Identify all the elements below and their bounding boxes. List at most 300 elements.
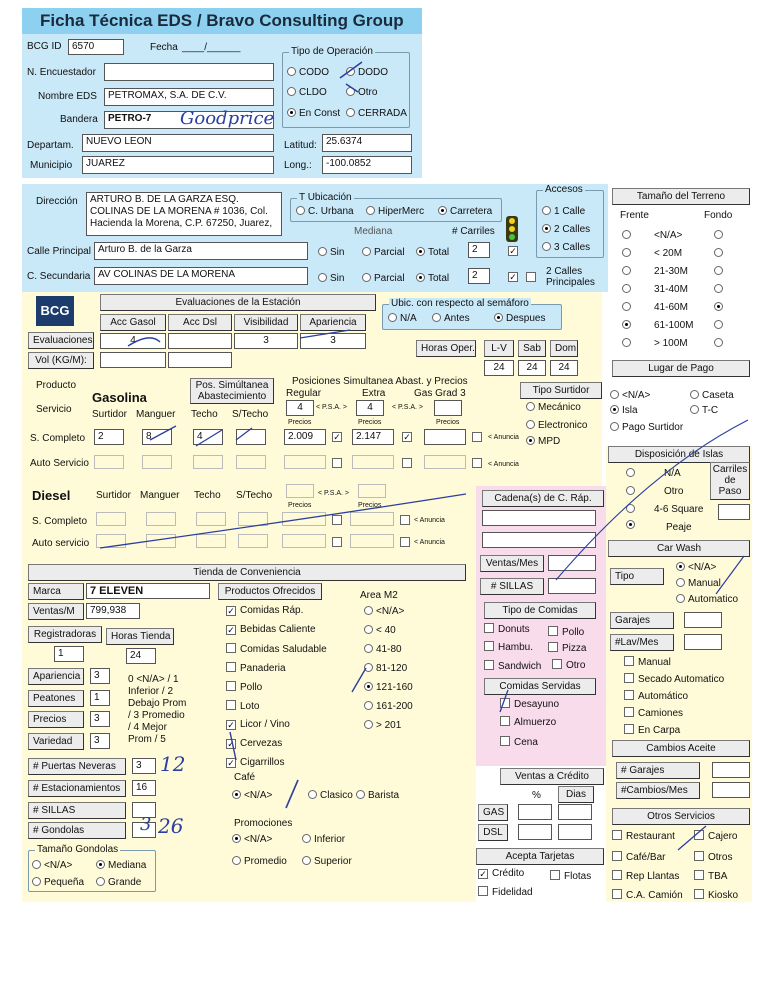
col-acc-dsl: Acc Dsl — [168, 314, 232, 331]
op-codo[interactable]: CODO — [287, 67, 329, 78]
g-extra-check[interactable]: ✓ — [403, 432, 411, 442]
horas-lv[interactable]: 24 — [484, 360, 514, 376]
otros-ca-camion[interactable]: C.A. Camión — [612, 889, 683, 901]
fecha-field[interactable]: ____/______ — [182, 42, 241, 53]
latitud-field[interactable]: 25.6374 — [322, 134, 412, 152]
precios-label: Precios — [28, 711, 84, 728]
area-title: Area M2 — [360, 590, 398, 601]
radio-selected-icon — [494, 313, 503, 322]
comida-pizza[interactable]: Pizza — [548, 642, 586, 654]
fondo-option[interactable] — [714, 284, 726, 295]
otros-kiosko[interactable]: Kiosko — [694, 889, 738, 901]
comida-otro[interactable]: Otro — [552, 659, 585, 671]
radio-icon — [287, 67, 296, 76]
tamano-gondolas-title: Tamaño Gondolas — [37, 844, 119, 855]
islas-otro[interactable] — [626, 486, 638, 497]
surtidor-electronico[interactable]: Electronico — [526, 420, 587, 431]
g-auto-manguer[interactable] — [142, 455, 172, 469]
promo-inferior[interactable]: Inferior — [302, 834, 345, 845]
area-option[interactable] — [364, 625, 396, 636]
tarjeta-flotas[interactable]: Flotas — [550, 870, 591, 882]
ubic-carretera[interactable]: Carretera — [438, 206, 492, 217]
accesos-2[interactable]: 2 Calles — [542, 224, 590, 235]
otros-otros[interactable]: Otros — [694, 851, 732, 863]
aceite-title: Cambios Aceite — [612, 740, 750, 757]
checkbox-icon — [694, 830, 704, 840]
area-option-label: 41-80 — [376, 644, 402, 655]
islas-square[interactable] — [626, 504, 638, 515]
municipio-field[interactable]: JUAREZ — [82, 156, 274, 174]
eval-apariencia[interactable]: 3 — [300, 333, 366, 349]
aceite-garajes-label: # Garajes — [616, 762, 700, 779]
g-auto-stecho[interactable] — [236, 455, 266, 469]
credito-pct-label: % — [532, 790, 541, 801]
islas-na[interactable] — [626, 468, 638, 479]
surtidor-mpd[interactable]: MPD — [526, 436, 560, 447]
vol-field-2[interactable] — [168, 352, 232, 368]
d-check-1[interactable] — [332, 515, 342, 525]
semaforo-antes[interactable]: Antes — [432, 313, 470, 324]
radio-icon — [622, 320, 631, 329]
mediana1-total[interactable]: Total — [416, 247, 449, 258]
g-auto-extra[interactable] — [352, 455, 394, 469]
g-psa-extra[interactable]: 4 — [356, 400, 384, 416]
carriles1-check[interactable]: ✓ — [509, 246, 517, 256]
radio-icon — [622, 302, 631, 311]
neveras-handwritten: 12 — [160, 752, 186, 776]
cw-check-manual[interactable]: Manual — [624, 656, 671, 668]
g-col-regular: Regular — [286, 388, 322, 399]
mediana-label: Mediana — [354, 226, 393, 237]
otros-cafe-bar[interactable]: Café/Bar — [612, 851, 665, 863]
departam-label: Departam. — [27, 140, 74, 151]
radio-icon — [626, 504, 635, 513]
radio-icon — [364, 701, 373, 710]
checkbox-icon — [548, 642, 558, 652]
cadena-field-1[interactable] — [482, 510, 596, 526]
d-auto-check-2[interactable] — [400, 537, 410, 547]
ubic-urbana[interactable]: C. Urbana — [296, 206, 354, 217]
sillas-handwritten: 26 — [158, 814, 184, 838]
comida-pollo[interactable]: Pollo — [548, 626, 584, 638]
otros-rep-llantas[interactable]: Rep Llantas — [612, 870, 679, 882]
area-option[interactable] — [364, 644, 402, 655]
frente-option[interactable] — [622, 302, 634, 313]
radio-icon — [622, 338, 631, 347]
otros-tba[interactable]: TBA — [694, 870, 727, 882]
d-col-surtidor: Surtidor — [96, 490, 132, 501]
op-cldo[interactable]: CLDO — [287, 87, 327, 98]
producto-item[interactable] — [226, 662, 286, 674]
pago-isla[interactable]: Isla — [610, 405, 638, 416]
radio-icon — [526, 420, 535, 429]
area-option[interactable] — [364, 663, 407, 674]
ventas-m-field[interactable]: 799,938 — [86, 603, 140, 619]
promo-promedio[interactable]: Promedio — [232, 856, 287, 867]
credito-gas-pct[interactable] — [518, 804, 552, 820]
carriles-paso-field[interactable] — [718, 504, 750, 520]
producto-item[interactable] — [226, 605, 303, 616]
carriles1-field[interactable]: 2 — [468, 242, 490, 258]
radio-selected-icon — [232, 834, 241, 843]
producto-label: Producto — [36, 380, 77, 391]
mediana1-parcial[interactable]: Parcial — [362, 247, 405, 258]
bcg-id-field[interactable]: 6570 — [68, 39, 124, 55]
terreno-option-label: 61-100M — [654, 320, 694, 331]
carriles2-field[interactable]: 2 — [468, 268, 490, 284]
comida-sandwich[interactable]: Sandwich — [484, 660, 541, 672]
apariencia-field[interactable]: 3 — [90, 668, 110, 684]
cw-check-camiones[interactable]: Camiones — [624, 707, 683, 719]
ubic-hipermerc[interactable]: HiperMerc — [366, 206, 424, 217]
eval-visibilidad[interactable]: 3 — [234, 333, 298, 349]
otros-cajero[interactable]: Cajero — [694, 830, 737, 842]
radio-icon — [32, 877, 41, 886]
d-precio-2[interactable] — [350, 512, 394, 526]
comida-donuts[interactable]: Donuts — [484, 623, 530, 635]
carwash-lav-field[interactable] — [684, 634, 722, 650]
radio-icon — [362, 247, 371, 256]
fondo-option[interactable] — [714, 230, 726, 241]
neveras-field[interactable]: 3 — [132, 758, 156, 774]
accesos-3[interactable]: 3 Calles — [542, 242, 590, 253]
credito-dsl-label: DSL — [478, 824, 508, 841]
cadena-ventas-label: Ventas/Mes — [480, 555, 544, 572]
frente-option[interactable] — [622, 284, 634, 295]
d-auto-techo[interactable] — [196, 534, 226, 548]
pago-tc[interactable]: T-C — [690, 405, 718, 416]
departam-field[interactable]: NUEVO LEON — [82, 134, 274, 152]
cw-check-carpa[interactable]: En Carpa — [624, 724, 680, 736]
d-auto-manguer[interactable] — [146, 534, 176, 548]
longitud-field[interactable]: -100.0852 — [322, 156, 412, 174]
g-techo[interactable]: 4 — [193, 429, 223, 445]
d-precio-1[interactable] — [282, 512, 326, 526]
area-option[interactable] — [364, 701, 413, 712]
marca-field[interactable]: 7 ELEVEN — [86, 583, 210, 599]
g-auto-regular[interactable] — [284, 455, 326, 469]
radio-icon — [318, 247, 327, 256]
radio-icon — [32, 860, 41, 869]
tarjeta-credito[interactable]: ✓ Crédito — [479, 868, 525, 879]
frente-option[interactable] — [622, 338, 634, 349]
radio-selected-icon — [542, 224, 551, 233]
radio-icon — [714, 338, 723, 347]
col-apariencia: Apariencia — [300, 314, 366, 331]
mediana2-total[interactable]: Total — [416, 273, 449, 284]
producto-item-label: Pollo — [240, 682, 263, 693]
cw-check-secado[interactable]: Secado Automatico — [624, 673, 724, 685]
horas-tienda-field[interactable]: 24 — [126, 648, 156, 664]
precios-field[interactable]: 3 — [90, 711, 110, 727]
semaforo-na[interactable]: N/A — [388, 313, 417, 324]
carwash-manual[interactable]: Manual — [676, 578, 721, 589]
checkbox-icon — [624, 724, 634, 734]
traffic-light-icon — [506, 216, 518, 242]
tipo-surtidor-title: Tipo Surtidor — [520, 382, 602, 399]
carwash-garajes-field[interactable] — [684, 612, 722, 628]
g-auto-surtidor[interactable] — [94, 455, 124, 469]
horas-sab-label: Sab — [518, 340, 546, 357]
checkbox-checked-icon: ✓ — [227, 739, 235, 749]
producto-item-label: Loto — [240, 701, 260, 712]
peatones-field[interactable]: 1 — [90, 690, 110, 706]
d-stecho[interactable] — [238, 512, 268, 526]
cadena-field-2[interactable] — [482, 532, 596, 548]
radio-icon — [714, 230, 723, 239]
promo-label: Promociones — [234, 818, 293, 829]
producto-item[interactable] — [226, 719, 290, 730]
terreno-option-label: 31-40M — [654, 284, 688, 295]
d-auto-check-1[interactable] — [332, 537, 342, 547]
radio-icon — [366, 206, 375, 215]
semaforo-despues[interactable]: Despues — [494, 313, 545, 324]
producto-item[interactable] — [226, 643, 327, 655]
checkbox-icon — [226, 700, 236, 710]
carwash-na[interactable]: <N/A> — [676, 562, 716, 573]
promo-superior[interactable]: Superior — [302, 856, 352, 867]
g-regular-check[interactable]: ✓ — [333, 432, 341, 442]
registradoras-label: Registradoras — [28, 626, 102, 643]
radio-icon — [346, 108, 355, 117]
cw-check-automatico[interactable]: Automático — [624, 690, 688, 702]
tipo-comidas-title: Tipo de Comidas — [484, 602, 596, 619]
accesos-1[interactable]: 1 Calle — [542, 206, 585, 217]
surtidor-mecanico[interactable]: Mecánico — [526, 402, 581, 413]
g-precios-label-2: Precios — [358, 419, 382, 426]
cafe-label: Café — [234, 772, 256, 783]
credito-gas-label: GAS — [478, 804, 508, 821]
eval-acc-dsl[interactable] — [168, 333, 232, 349]
encuestador-field[interactable] — [104, 63, 274, 81]
islas-peaje[interactable] — [626, 520, 638, 531]
servida-cena[interactable]: Cena — [500, 736, 538, 748]
eval-acc-gasol[interactable]: 4 — [100, 333, 166, 349]
d-col-stecho: S/Techo — [236, 490, 273, 501]
bandera-field[interactable]: PETRO-7 — [104, 111, 274, 129]
tarjeta-fidelidad[interactable]: Fidelidad — [478, 886, 533, 898]
radio-icon — [714, 284, 723, 293]
calle-secundaria-label: C. Secundaria — [27, 271, 91, 282]
direccion-field[interactable]: ARTURO B. DE LA GARZA ESQ. COLINAS DE LA MORENA # 1036, Col. Hacienda la Morena, C.P. 67250, Juarez, — [86, 192, 282, 236]
producto-item[interactable] — [226, 757, 284, 768]
producto-item[interactable] — [226, 738, 282, 749]
gondolas-handwritten: 3 — [140, 814, 152, 835]
gondola-mediana[interactable]: Mediana — [96, 860, 146, 871]
checkbox-icon — [500, 736, 510, 746]
checkbox-icon — [550, 870, 560, 880]
marca-label: Marca — [28, 583, 84, 600]
checkbox-checked-icon: ✓ — [227, 625, 235, 635]
radio-icon — [676, 594, 685, 603]
g-gas3-check[interactable] — [472, 432, 482, 442]
checkbox-icon — [624, 656, 634, 666]
credito-dsl-dias[interactable] — [558, 824, 592, 840]
radio-icon — [622, 248, 631, 257]
horas-oper-label: Horas Oper. — [416, 340, 476, 357]
calle-secundaria-field[interactable]: AV COLINAS DE LA MORENA — [94, 267, 308, 285]
cadena-ventas-field[interactable] — [548, 555, 596, 571]
radio-icon — [232, 856, 241, 865]
producto-item-label: Comidas Ráp. — [240, 605, 304, 616]
carwash-garajes-label: Garajes — [610, 612, 674, 629]
cafe-na[interactable]: <N/A> — [232, 790, 272, 801]
frente-option[interactable] — [622, 266, 634, 277]
nombre-eds-field[interactable]: PETROMAX, S.A. DE C.V. — [104, 88, 274, 106]
g-psa-regular[interactable]: 4 — [286, 400, 314, 416]
tarjetas-title: Acepta Tarjetas — [476, 848, 604, 865]
pago-surtidor[interactable]: Pago Surtidor — [610, 422, 683, 433]
pos-sim-label: Pos. Simúltanea Abastecimiento — [190, 378, 274, 404]
producto-item[interactable] — [226, 700, 259, 712]
peatones-label: Peatones — [28, 690, 84, 707]
comida-hambu[interactable]: Hambu. — [484, 641, 533, 653]
d-check-2[interactable] — [400, 515, 410, 525]
checkbox-icon — [612, 851, 622, 861]
area-option[interactable] — [364, 682, 413, 693]
d-auto-precio-2[interactable] — [350, 534, 394, 548]
d-techo[interactable] — [196, 512, 226, 526]
frente-option[interactable] — [622, 248, 634, 259]
estac-field[interactable]: 16 — [132, 780, 156, 796]
op-dodo[interactable]: DODO — [346, 67, 388, 78]
checkbox-checked-icon: ✓ — [227, 606, 235, 616]
checkbox-icon — [484, 623, 494, 633]
cafe-barista[interactable]: Barista — [356, 790, 399, 801]
gondolas-label: # Gondolas — [28, 822, 126, 839]
comidas-servidas-title: Comidas Servidas — [484, 678, 596, 695]
op-en-const[interactable]: En Const — [287, 108, 340, 119]
aceite-cambios-field[interactable] — [712, 782, 750, 798]
credito-title: Ventas a Crédito — [500, 768, 604, 785]
d-psa-2[interactable] — [358, 484, 386, 498]
checkbox-icon — [226, 643, 236, 653]
cadena-sillas-field[interactable] — [548, 578, 596, 594]
cafe-clasico[interactable]: Clasico — [308, 790, 353, 801]
radio-icon — [356, 790, 365, 799]
checkbox-icon — [624, 690, 634, 700]
op-cerrada[interactable]: CERRADA — [346, 108, 407, 119]
aceite-cambios-label: #Cambios/Mes — [616, 782, 700, 799]
registradoras-field[interactable]: 1 — [54, 646, 84, 662]
servida-desayuno[interactable]: Desayuno — [500, 698, 559, 710]
g-precio-extra[interactable]: 2.147 — [352, 429, 394, 445]
fondo-option[interactable] — [714, 302, 726, 313]
radio-icon — [714, 302, 723, 311]
op-otro[interactable]: Otro — [346, 87, 377, 98]
g-col-extra: Extra — [362, 388, 386, 399]
producto-item[interactable] — [226, 624, 316, 635]
radio-icon — [308, 790, 317, 799]
gondola-grande[interactable]: Grande — [96, 877, 141, 888]
radio-selected-icon — [526, 436, 535, 445]
g-auto-regular-check[interactable] — [332, 458, 342, 468]
neveras-label: # Puertas Neveras — [28, 758, 126, 775]
variedad-label: Variedad — [28, 733, 84, 750]
servida-almuerzo[interactable]: Almuerzo — [500, 716, 556, 728]
area-option[interactable] — [364, 720, 401, 731]
promo-na[interactable]: <N/A> — [232, 834, 272, 845]
d-auto-surtidor[interactable] — [96, 534, 126, 548]
otros-restaurant[interactable]: Restaurant — [612, 830, 675, 842]
variedad-field[interactable]: 3 — [90, 733, 110, 749]
fondo-option[interactable] — [714, 266, 726, 277]
g-stecho[interactable] — [236, 429, 266, 445]
aceite-garajes-field[interactable] — [712, 762, 750, 778]
frente-option[interactable] — [622, 230, 634, 241]
d-anuncia-1: < Anuncia — [414, 517, 445, 524]
g-psa-label-2: < P.S.A. > — [392, 404, 424, 411]
principales-check[interactable] — [526, 272, 536, 282]
mediana2-parcial[interactable]: Parcial — [362, 273, 405, 284]
producto-item-label: Licor / Vino — [240, 719, 290, 730]
producto-item[interactable] — [226, 681, 262, 693]
mediana1-sin[interactable]: Sin — [318, 247, 344, 258]
d-psa-1[interactable] — [286, 484, 314, 498]
g-auto-techo[interactable] — [193, 455, 223, 469]
d-auto-stecho[interactable] — [238, 534, 268, 548]
calle-principal-field[interactable]: Arturo B. de la Garza — [94, 242, 308, 260]
vol-field[interactable] — [100, 352, 166, 368]
radio-icon — [364, 720, 373, 729]
mediana2-sin[interactable]: Sin — [318, 273, 344, 284]
g-precio-regular[interactable]: 2.009 — [284, 429, 326, 445]
producto-item-label: Cervezas — [240, 738, 283, 749]
carwash-automatico[interactable]: Automatico — [676, 594, 738, 605]
g-surtidor[interactable]: 2 — [94, 429, 124, 445]
terreno-option-label: 21-30M — [654, 266, 688, 277]
pago-na[interactable]: <N/A> — [610, 390, 650, 401]
fondo-option[interactable] — [714, 320, 726, 331]
radio-selected-icon — [287, 108, 296, 117]
horas-sab[interactable]: 24 — [518, 360, 546, 376]
g-precio-gas3[interactable] — [424, 429, 466, 445]
d-surtidor[interactable] — [96, 512, 126, 526]
area-option[interactable] — [364, 606, 404, 617]
frente-option[interactable] — [622, 320, 634, 331]
fondo-option[interactable] — [714, 248, 726, 259]
bandera-handwritten: Goodprice — [180, 108, 275, 129]
g-psa-label-1: < P.S.A. > — [316, 404, 348, 411]
radio-selected-icon — [416, 273, 425, 282]
evaluaciones-label: Evaluaciones — [28, 332, 94, 349]
credito-dsl-pct[interactable] — [518, 824, 552, 840]
cadena-title: Cadena(s) de C. Ráp. — [482, 490, 604, 507]
radio-icon — [714, 266, 723, 275]
gondola-na[interactable]: <N/A> — [32, 860, 72, 871]
g-manguer[interactable]: 8 — [142, 429, 172, 445]
horas-dom[interactable]: 24 — [550, 360, 578, 376]
checkbox-icon — [500, 716, 510, 726]
d-auto-precio-1[interactable] — [282, 534, 326, 548]
g-auto-extra-check[interactable] — [402, 458, 412, 468]
pago-caseta[interactable]: Caseta — [690, 390, 734, 401]
g-psa-gas3[interactable] — [434, 400, 462, 416]
gondola-pequena[interactable]: Pequeña — [32, 877, 84, 888]
fondo-option[interactable] — [714, 338, 726, 349]
d-manguer[interactable] — [146, 512, 176, 526]
radio-selected-icon — [232, 790, 241, 799]
carriles2-check[interactable]: ✓ — [509, 272, 517, 282]
credito-dias-label: Dias — [558, 786, 594, 803]
radio-icon — [287, 87, 296, 96]
checkbox-icon — [484, 660, 494, 670]
checkbox-checked-icon: ✓ — [227, 720, 235, 730]
g-auto-gas3[interactable] — [424, 455, 466, 469]
g-auto-gas3-check[interactable] — [472, 458, 482, 468]
credito-gas-dias[interactable] — [558, 804, 592, 820]
carwash-title: Car Wash — [608, 540, 750, 557]
